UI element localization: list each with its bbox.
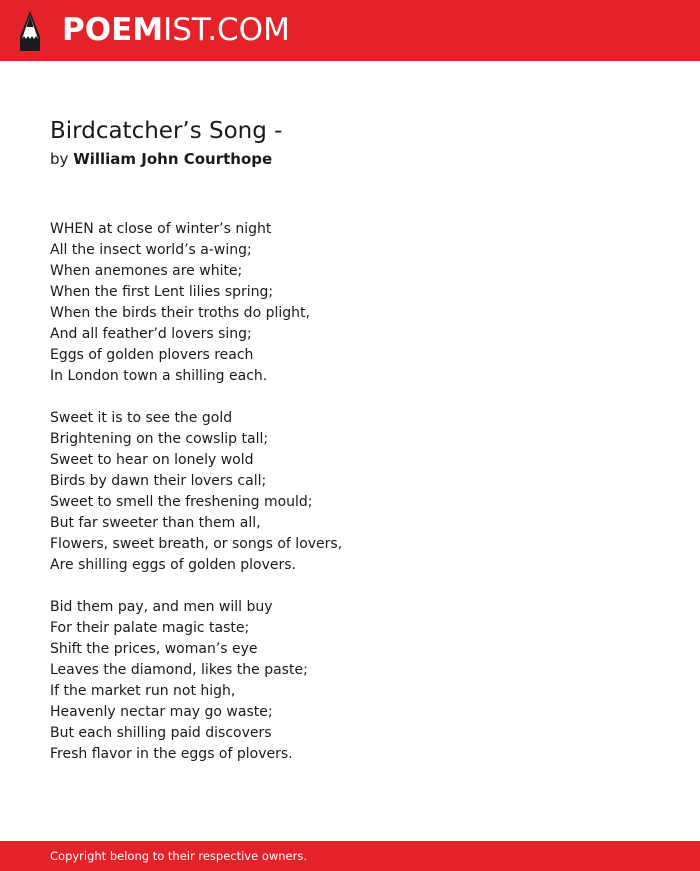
poem-line: Brightening on the cowslip tall; [50, 431, 269, 447]
poem-line: And all feather’d lovers sing; [50, 326, 252, 342]
site-header [0, 0, 700, 61]
poem-line: In London town a shilling each. [50, 368, 268, 384]
poem-line: When the first Lent lilies spring; [50, 284, 274, 300]
poem-author: William John Courthope [73, 150, 273, 168]
poem-line: For their palate magic taste; [50, 620, 250, 636]
poem-line: Eggs of golden plovers reach [50, 347, 254, 363]
poem-line: Are shilling eggs of golden plovers. [50, 557, 297, 573]
site-logo[interactable] [62, 11, 290, 49]
poem-line: Leaves the diamond, likes the paste; [50, 662, 308, 678]
site-footer [0, 841, 700, 871]
poem-line: When anemones are white; [50, 263, 243, 279]
poem-line: Flowers, sweet breath, or songs of lovers, [50, 536, 343, 552]
poem-line: WHEN at close of winter’s night [50, 221, 272, 237]
poem-line: Bid them pay, and men will buy [50, 599, 273, 615]
poem-line: All the insect world’s a-wing; [50, 242, 252, 258]
stanza [50, 408, 342, 576]
poem-line: If the market run not high, [50, 683, 236, 699]
poem-line: When the birds their troths do plight, [50, 305, 310, 321]
poem-line: Fresh flavor in the eggs of plovers. [50, 746, 293, 762]
logo-text-bold: POEM [62, 12, 164, 48]
by-label: by [50, 150, 69, 168]
poem-byline [50, 149, 272, 169]
poem-line: Heavenly nectar may go waste; [50, 704, 273, 720]
copyright-notice: Copyright belong to their respective owners. [50, 849, 308, 863]
poem-line: Sweet to smell the freshening mould; [50, 494, 313, 510]
poem-body [50, 219, 342, 786]
poem-line: But each shilling paid discovers [50, 725, 272, 741]
logo-text-light: IST.COM [163, 12, 290, 48]
stanza [50, 597, 342, 765]
stanza [50, 219, 342, 387]
pencil-icon[interactable] [18, 10, 42, 52]
poem-line: Shift the prices, woman’s eye [50, 641, 258, 657]
poem-line: But far sweeter than them all, [50, 515, 261, 531]
poem-line: Sweet it is to see the gold [50, 410, 233, 426]
poem-line: Sweet to hear on lonely wold [50, 452, 254, 468]
poem-title: Birdcatcher’s Song - [50, 118, 283, 144]
poem-line: Birds by dawn their lovers call; [50, 473, 267, 489]
